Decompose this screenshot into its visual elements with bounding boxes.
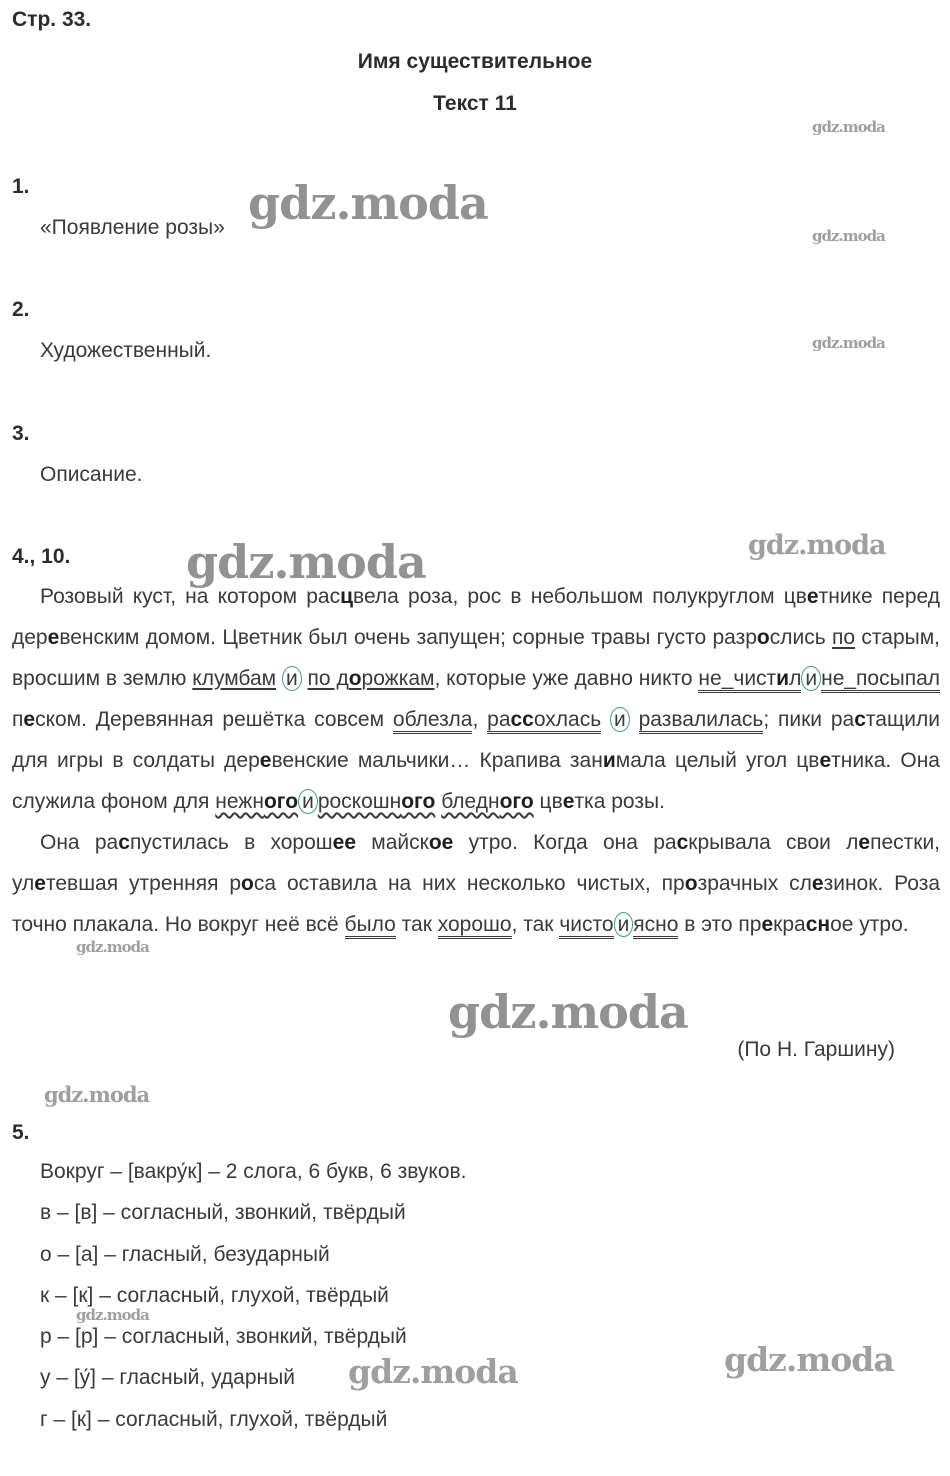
phonetic-line: к – [к] – согласный, глухой, твёрдый xyxy=(40,1283,389,1307)
phonetic-line: Вокруг – [вакру́к] – 2 слога, 6 букв, 6 звуков. xyxy=(40,1160,467,1183)
text-paragraph-1: Розовый куст, на котором расцвела роза, рос в небольшом полукруглом цветнике перед деревенским домом. Цветник был очень запущен; сорные травы густо разрослись по старым, вросшим в землю клумбам и по дорожкам, которые уже давно никто не_чистил и не_посыпал песком. Деревянная решётка совсем облезла, рассохлась и развалилась; пики растащили для игры в солдаты деревенские мальчики… Крапива занимала целый угол цветника. Она служила фоном для нежного и роскошного бледного цветка розы. xyxy=(12,585,941,813)
phonetic-line: в – [в] – согласный, звонкий, твёрдый xyxy=(40,1201,406,1225)
phonetic-line: о – [а] – гласный, безударный xyxy=(40,1242,330,1266)
watermark: gdz.moda xyxy=(44,1082,150,1107)
watermark: gdz.moda xyxy=(348,1352,518,1391)
page-label: Стр. 33. xyxy=(12,8,92,31)
task-1-answer: «Появление розы» xyxy=(40,216,225,239)
conjunction-circle: и xyxy=(614,912,634,937)
task-1-number: 1. xyxy=(12,175,30,198)
watermark: gdz.moda xyxy=(248,176,488,230)
phonetic-analysis xyxy=(40,1151,467,1440)
phonetic-line: р – [р] – согласный, звонкий, твёрдый xyxy=(40,1325,407,1349)
phonetic-line: г – [к] – согласный, глухой, твёрдый xyxy=(40,1407,388,1431)
watermark: gdz.moda xyxy=(76,938,149,956)
conjunction-circle: и xyxy=(298,789,318,814)
text-author: (По Н. Гаршину) xyxy=(737,1038,895,1061)
page-subtitle: Текст 11 xyxy=(433,92,517,115)
watermark: gdz.moda xyxy=(724,1340,894,1379)
task-4-text xyxy=(12,576,940,945)
text-paragraph-2: Она распустилась в хорошее майское утро. Когда она раскрывала свои лепестки, улетевшая утренняя роса оставила на них несколько чистых, прозрачных слезинок. Роза точно плакала. Но вокруг неё всё было так хорошо, так чисто и ясно в это прекрасное утро. xyxy=(12,822,940,945)
conjunction-circle: и xyxy=(801,666,821,691)
conjunction-circle: и xyxy=(610,707,630,732)
watermark: gdz.moda xyxy=(812,334,885,352)
task-4-number: 4., 10. xyxy=(12,545,71,568)
watermark: gdz.moda xyxy=(748,530,886,561)
watermark: gdz.moda xyxy=(812,227,885,245)
watermark: gdz.moda xyxy=(812,118,885,136)
phonetic-line: у – [у́] – гласный, ударный xyxy=(40,1366,295,1390)
task-2-answer: Художественный. xyxy=(40,339,212,362)
task-3-number: 3. xyxy=(12,422,30,445)
watermark: gdz.moda xyxy=(448,985,688,1039)
conjunction-circle: и xyxy=(282,666,302,691)
watermark: gdz.moda xyxy=(186,535,426,589)
task-2-number: 2. xyxy=(12,298,30,321)
page-title: Имя существительное xyxy=(357,50,593,73)
task-3-answer: Описание. xyxy=(40,463,143,486)
task-5-number: 5. xyxy=(12,1121,30,1144)
watermark: gdz.moda xyxy=(76,1306,149,1324)
